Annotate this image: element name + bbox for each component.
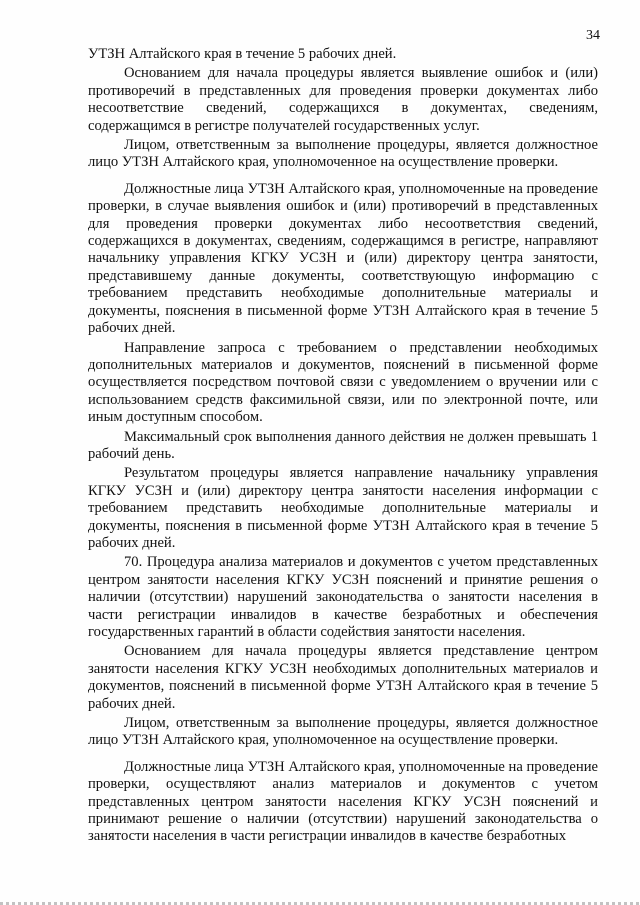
paragraph-10: Лицом, ответственным за выполнение процедуры, является должностное лицо УТЗН Алтайского края, уполномоченное на осуществление проверки.: [88, 715, 598, 749]
paragraph-8: 70. Процедура анализа материалов и документов с учетом представленных центром занятости населения КГКУ УСЗН пояснений и принятие решения о наличии (отсутствии) нарушений законодательства о занятости населения в части регистрации инвалидов в качестве безработных и обеспечения государственных гарантий в области содействия занятости населения.: [88, 554, 598, 640]
paragraph-7: Результатом процедуры является направление начальнику управления КГКУ УСЗН и (или) директору центра занятости населения информации с требованием представить необходимые дополнительные материалы и документы, пояснения в письменной форме УТЗН Алтайского края в течение 5 рабочих дней.: [88, 465, 598, 551]
paragraph-5: Направление запроса с требованием о представлении необходимых дополнительных материалов и документов, пояснений в письменной форме осуществляется посредством почтовой связи с уведомлением о вручении или с использованием средств факсимильной связи, или по электронной почте, или иным доступным способом.: [88, 339, 598, 426]
paragraph-4: Должностные лица УТЗН Алтайского края, уполномоченные на проведение проверки, в случае выявления ошибок и (или) противоречий в представленных для проведения проверки документах либо несоответствия сведений, содержащихся в документах, сведениям, содержащимся в регистре, направляют начальнику управления КГКУ УСЗН и (или) директору центра занятости, представившему данные документы, соответствующую информацию с требованием представить необходимые дополнительные материалы и документы, пояснения в письменной форме УТЗН Алтайского края в течение 5 рабочих дней.: [88, 180, 598, 337]
paragraph-2: Основанием для начала процедуры является выявление ошибок и (или) противоречий в представленных для проведения проверки документах либо несоответствие сведений, содержащихся в документах, сведениям, содержащимся в регистре получателей государственных услуг.: [88, 65, 598, 134]
paragraph-1: УТЗН Алтайского края в течение 5 рабочих дней.: [88, 46, 397, 62]
paragraph-11: Должностные лица УТЗН Алтайского края, уполномоченные на проведение проверки, осуществляют анализ материалов и документов с учетом представленных центром занятости населения КГКУ УСЗН пояснений и принимают решение о наличии (отсутствии) нарушений законодательства о занятости населения в части регистрации инвалидов в качестве безработных: [88, 758, 598, 845]
page-number: 34: [586, 28, 600, 43]
paragraph-9: Основанием для начала процедуры является представление центром занятости населения КГКУ УСЗН необходимых дополнительных материалов и документов, пояснений в письменной форме УТЗН Алтайского края в течение 5 рабочих дней.: [88, 643, 598, 712]
paragraph-6: Максимальный срок выполнения данного действия не должен превышать 1 рабочий день.: [88, 428, 598, 462]
document-body: [88, 46, 598, 848]
paragraph-3: Лицом, ответственным за выполнение процедуры, является должностное лицо УТЗН Алтайского края, уполномоченное на осуществление проверки.: [88, 137, 598, 171]
